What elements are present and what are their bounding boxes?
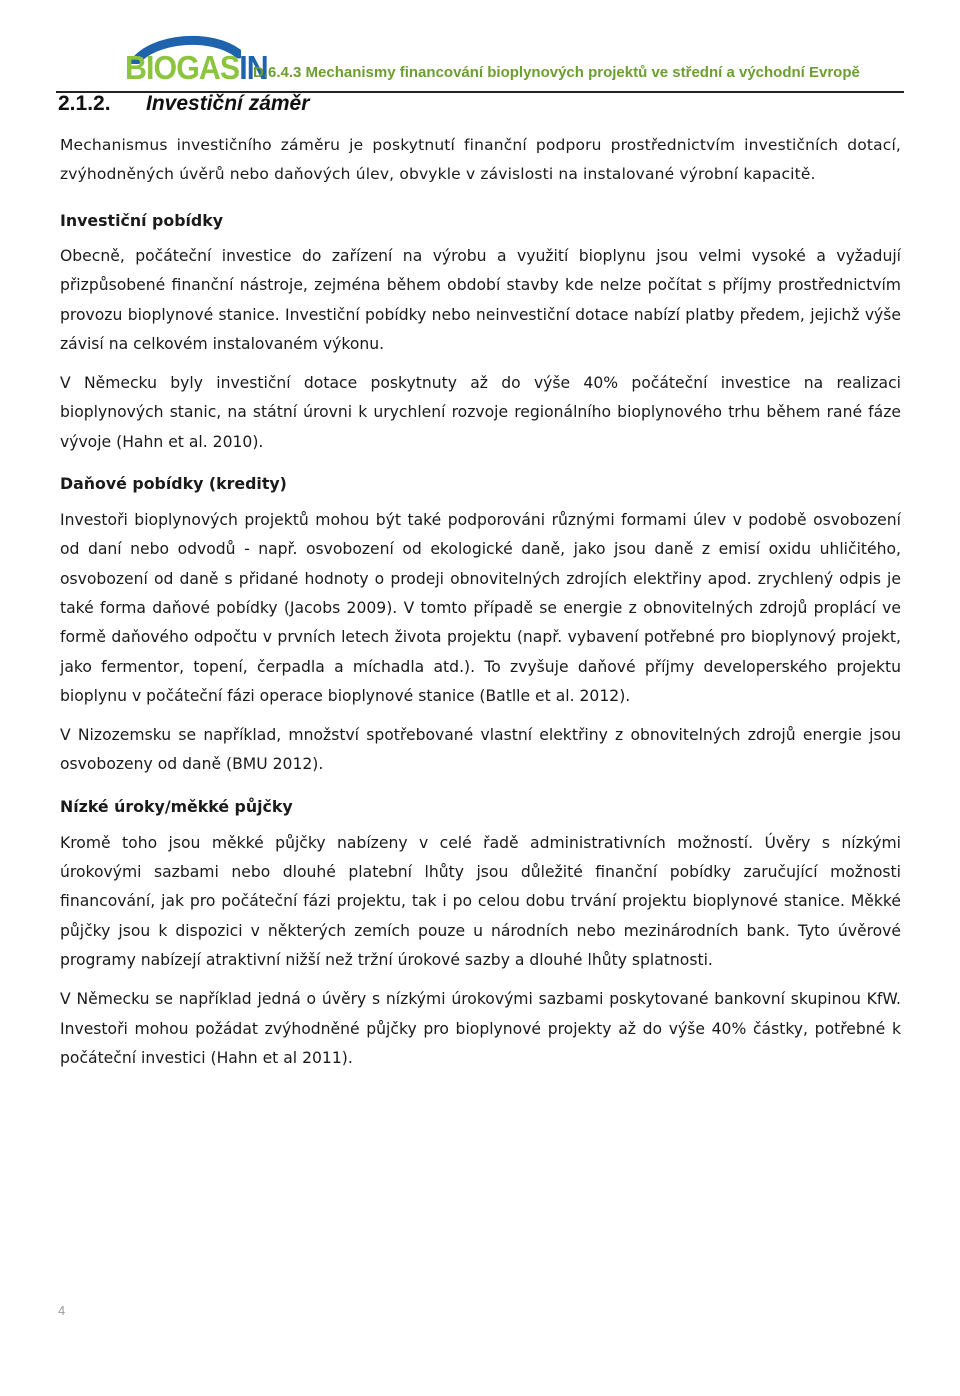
paragraph: V Německu byly investiční dotace poskytnuty až do výše 40% počáteční investice na realizaci bioplynových stanic, na státní úrovni k urychlení rozvoje regionálního bioplynového trhu během rané fáze vývoje (Hahn et al. 2010). [60,374,901,451]
paragraph: Obecně, počáteční investice do zařízení na výrobu a využití bioplynu jsou velmi vysoké a vyžadují přizpůsobené finanční nástroje, zejména během období stavby kde nelze počítat s příjmy prostřednictvím provozu bioplynové stanice. Investiční pobídky nebo neinvestiční dotace nabízí platby předem, jejichž výše závisí na celkovém instalovaném výkonu. [60,247,901,353]
section-title: Investiční záměr [146,92,310,115]
section-heading [58,92,309,116]
subsection-heading: Daňové pobídky (kredity) [60,474,287,494]
paragraph: Kromě toho jsou měkké půjčky nabízeny v celé řadě administrativních možností. Úvěry s nízkými úrokovými sazbami nebo dlouhé platební lhůty jsou důležité finanční pobídky zaručující možnosti financování, jak pro počáteční fázi projektu, tak i po celou dobu trvání projektu bioplynové stanice. Měkké půjčky jsou k dispozici v některých zemích pouze u národních nebo mezinárodních bank. Tyto úvěrové programy nabízejí atraktivní nižší než tržní úrokové sazby a dlouhé lhůty splatnosti. [60,833,901,969]
subsection-heading: Investiční pobídky [60,211,224,230]
logo-wordmark: BIOGASIN [125,49,268,86]
section-intro: Mechanismus investičního záměru je poskytnutí finanční podporu prostřednictvím investičních dotací, zvýhodněných úvěrů nebo daňových úlev, obvykle v závislosti na instalované výrobní kapacitě. [60,136,901,183]
paragraph: V Německu se například jedná o úvěry s nízkými úrokovými sazbami poskytované bankovní skupinou KfW. Investoři mohou požádat zvýhodněné půjčky pro bioplynové projekty až do výše 40% částky, potřebné k počáteční investici (Hahn et al 2011). [60,990,901,1067]
section-number: 2.1.2. [58,92,111,115]
page-number: 4 [58,1303,66,1318]
subsection-heading: Nízké úroky/měkké půjčky [60,796,293,816]
page-content [60,131,901,1073]
paragraph: V Nizozemsku se například, množství spotřebované vlastní elektřiny z obnovitelných zdrojů energie jsou osvobozeny od daně (BMU 2012). [60,726,901,774]
paragraph: Investoři bioplynových projektů mohou být také podporováni různými formami úlev v podobě osvobození od daní nebo odvodů - např. osvobození od ekologické daně, jako jsou daně z emisí oxidu uhličitého, osvobození od daně s přidané hodnoty o prodeji obnovitelných zdrojích elektřiny apod. zrychlený odpis je také forma daňové pobídky (Jacobs 2009). V tomto případě se energie z obnovitelných zdrojů proplácí ve formě daňového odpočtu v prvních letech života projektu (např. vybavení potřebné pro bioplynový projekt, jako fermentor, topení, čerpadla a míchadla atd.). To zvyšuje daňové příjmy developerského projektu bioplynu v počáteční fázi operace bioplynové stanice (Batlle et al. 2012). [60,511,901,705]
biogasin-logo [125,34,268,86]
document-header-title: D.6.4.3 Mechanismy financování bioplynových projektů ve střední a východní Evropě [253,64,860,81]
